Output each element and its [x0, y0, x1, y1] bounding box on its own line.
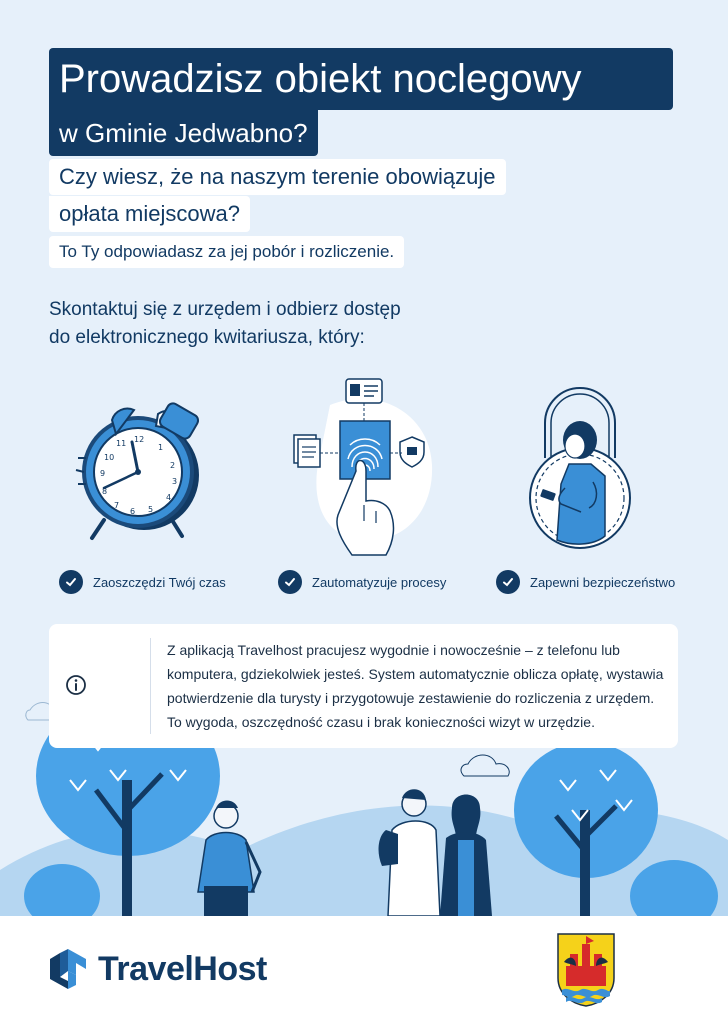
jedwabno-coat-of-arms-icon	[556, 932, 616, 1008]
responsibility-note: To Ty odpowiadasz za jej pobór i rozliczenie.	[49, 236, 404, 268]
lead-paragraph	[49, 296, 569, 352]
check-circle-icon	[59, 570, 83, 594]
check-circle-icon	[496, 570, 520, 594]
svg-text:3: 3	[172, 477, 178, 486]
alarm-clock-icon	[74, 380, 204, 545]
info-line-1: Z aplikacją Travelhost pracujesz wygodnie i nowocześnie – z telefonu lub	[167, 642, 620, 658]
check-circle-icon	[278, 570, 302, 594]
feature-automate	[278, 568, 446, 596]
fingerprint-scan-icon	[290, 375, 440, 560]
brand-name: TravelHost	[98, 949, 267, 988]
subheadline-line-1: Czy wiesz, że na naszym terenie obowiązuje	[49, 159, 506, 195]
feature-label: Zautomatyzuje procesy	[312, 574, 447, 590]
lead-line-2: do elektronicznego kwitariusza, który:	[49, 327, 365, 348]
headline-line-1: Prowadzisz obiekt noclegowy	[49, 48, 673, 110]
svg-text:11: 11	[116, 439, 127, 448]
headline-line-2: w Gminie Jedwabno?	[49, 110, 318, 156]
svg-text:8: 8	[102, 487, 108, 496]
feature-save-time	[59, 568, 226, 596]
feature-label: Zaoszczędzi Twój czas	[93, 574, 226, 590]
info-icon	[65, 674, 87, 696]
padlock-person-icon	[525, 378, 635, 553]
info-line-3: potwierdzenie dla turysty i przygotowuje zestawienie do rozliczenia z urzędem.	[167, 690, 655, 706]
info-line-4: To wygoda, oszczędność czasu i brak konieczności wizyt w urzędzie.	[167, 714, 595, 730]
subheadline-line-2: opłata miejscowa?	[49, 196, 250, 232]
travelhost-logo	[48, 944, 267, 994]
lead-line-1: Skontaktuj się z urzędem i odbierz dostęp	[49, 299, 401, 320]
info-line-2: komputera, gdziekolwiek jesteś. System automatycznie oblicza opłatę, wystawia	[167, 666, 664, 682]
info-box	[49, 624, 678, 748]
info-divider	[150, 638, 151, 734]
footer	[0, 916, 728, 1024]
svg-text:12: 12	[134, 435, 145, 444]
svg-text:10: 10	[104, 453, 115, 462]
svg-text:4: 4	[166, 493, 172, 502]
svg-text:7: 7	[114, 501, 120, 510]
svg-text:6: 6	[130, 507, 136, 516]
travelhost-logo-icon	[48, 947, 88, 991]
feature-security	[496, 568, 675, 596]
info-text	[167, 638, 667, 734]
feature-label: Zapewni bezpieczeństwo	[530, 574, 676, 590]
svg-text:9: 9	[100, 469, 106, 478]
svg-text:1: 1	[158, 443, 164, 452]
svg-text:2: 2	[170, 461, 176, 470]
svg-text:5: 5	[148, 505, 154, 514]
